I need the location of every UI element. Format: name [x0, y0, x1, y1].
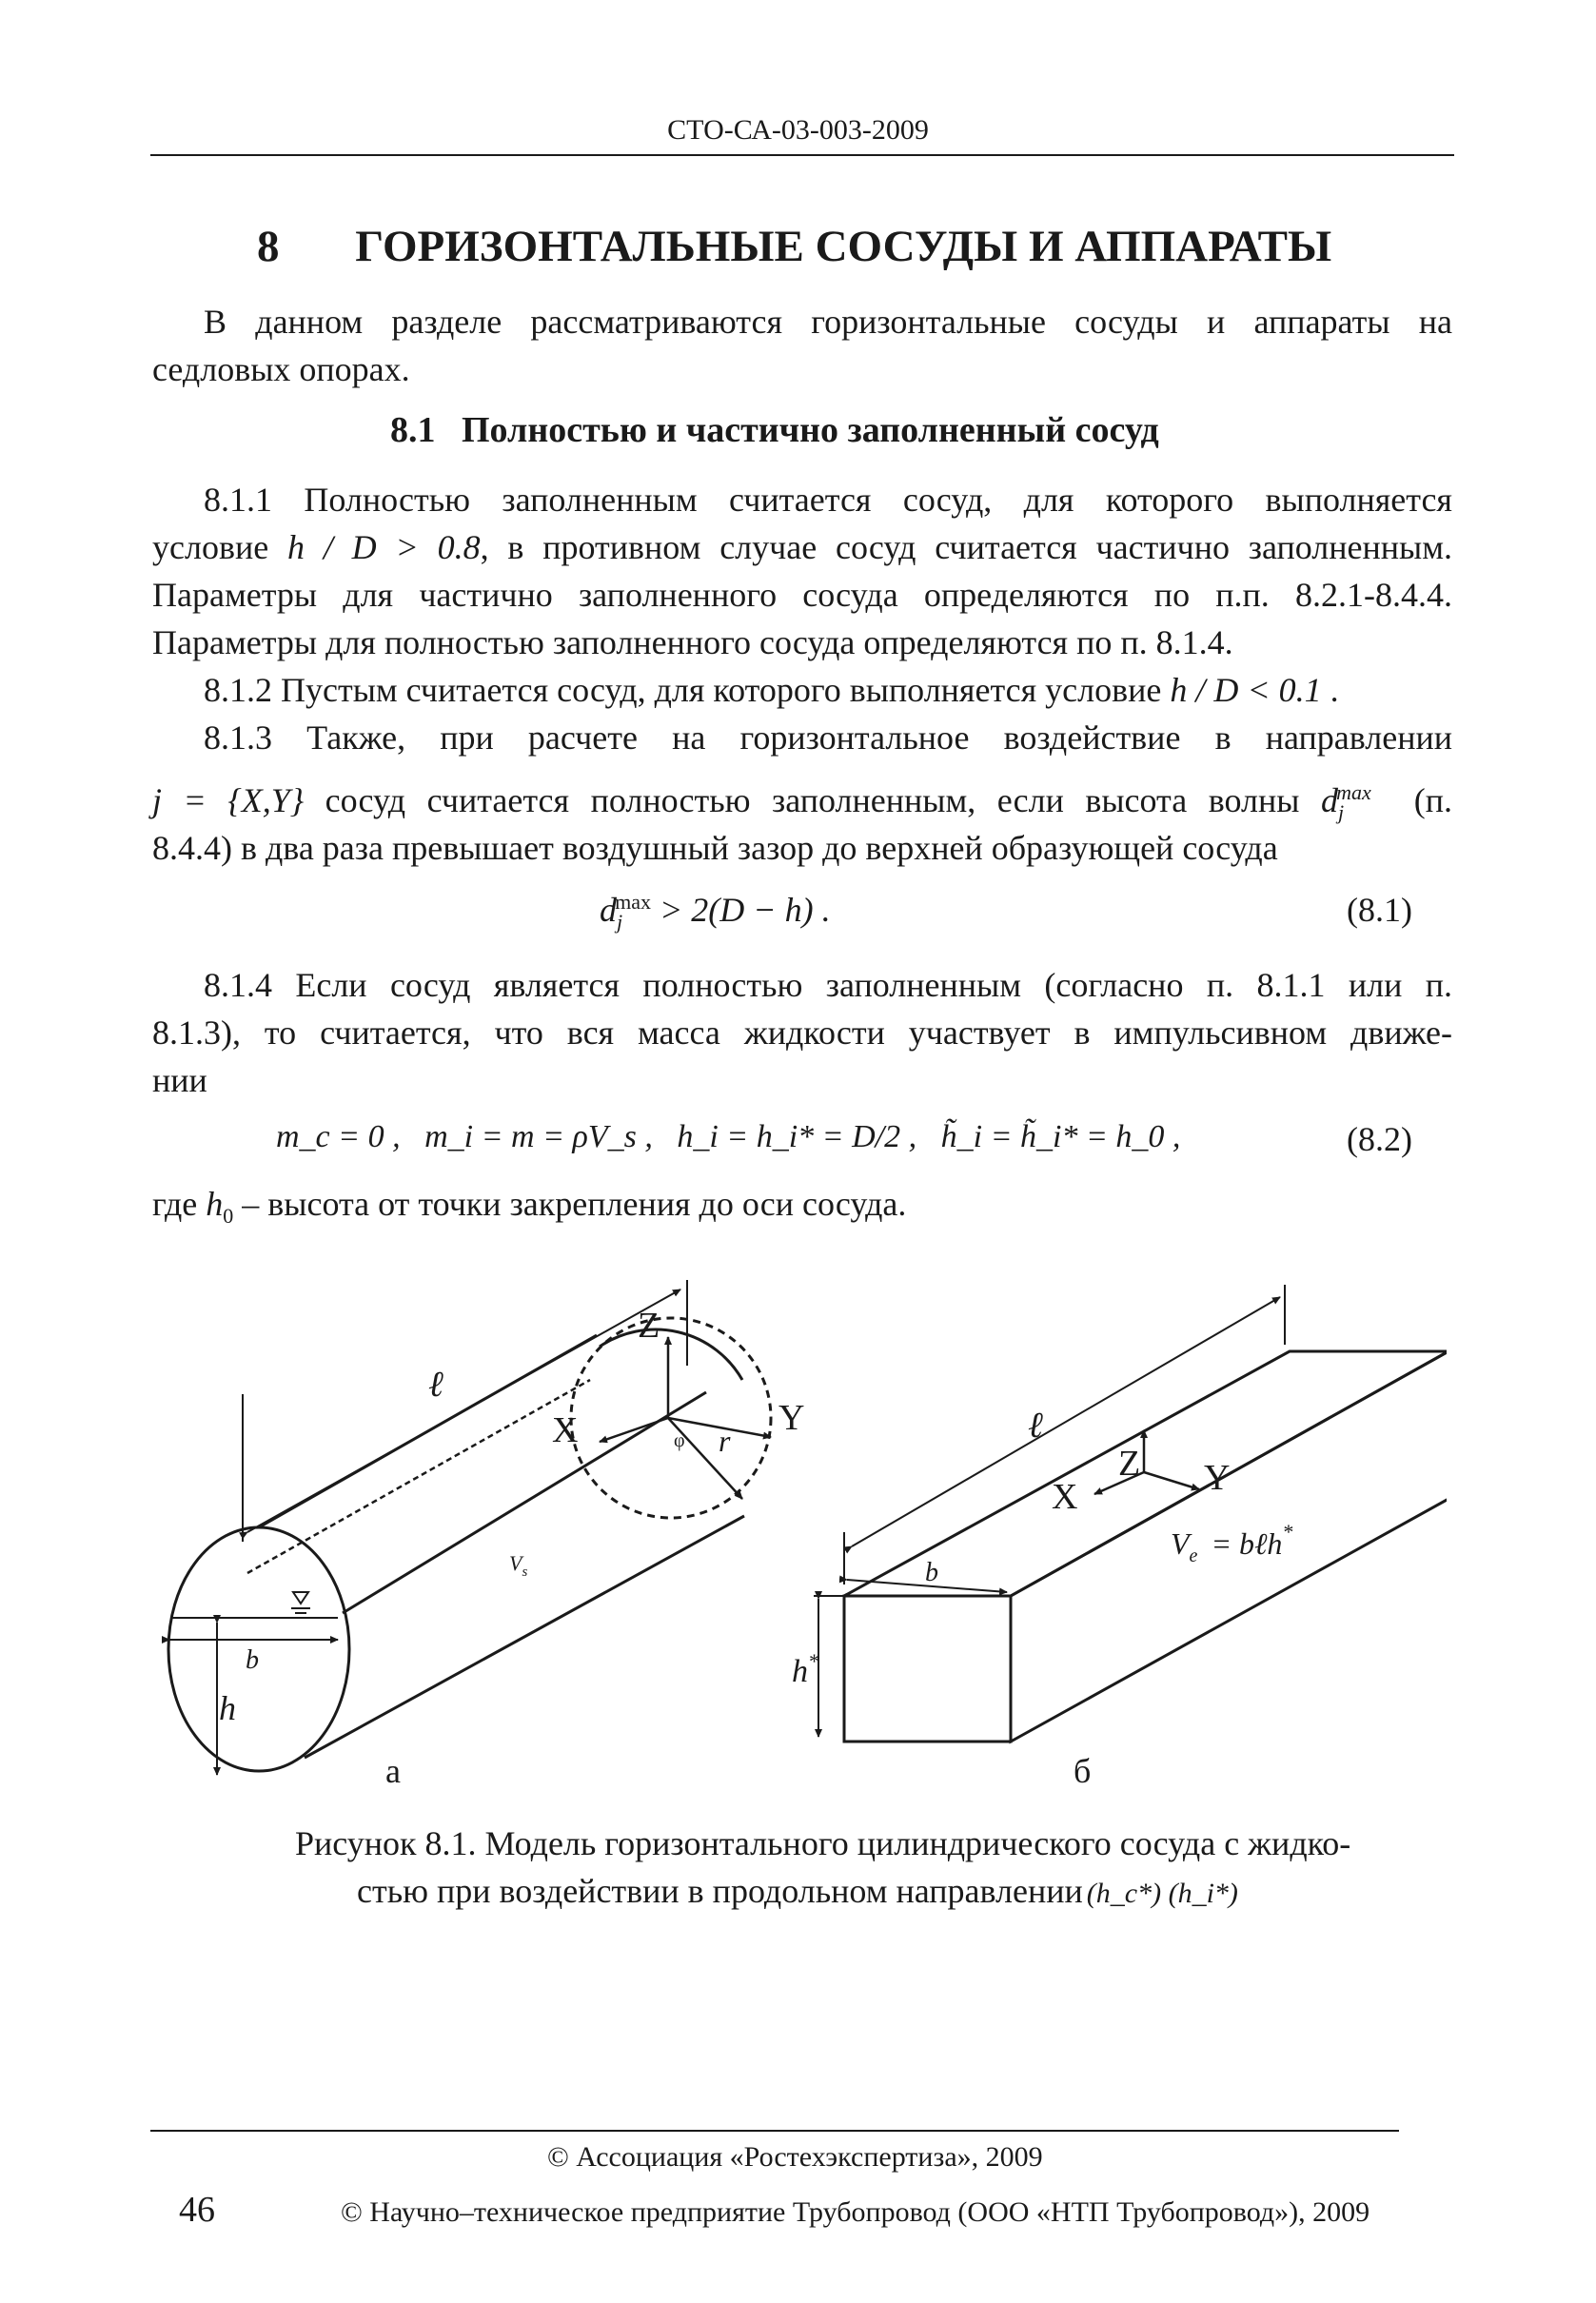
- label-b-x: X: [1052, 1477, 1078, 1517]
- para-811-line-2: [152, 523, 1452, 571]
- footer-rule: [150, 2130, 1399, 2132]
- para-811-line-3: Параметры для частично заполненного сосуда определяются по п.п. 8.2.1-8.4.4.: [152, 576, 1452, 614]
- caption-math: (h_c*) (h_i*): [1086, 1878, 1238, 1909]
- subsection-heading: [390, 409, 1159, 451]
- figure-caption-line-2: [357, 1867, 1238, 1918]
- section-number: 8: [257, 222, 280, 271]
- formula-d-max: $d_j^{max}$: [1320, 780, 1371, 825]
- figure-caption-line-1: Рисунок 8.1. Модель горизонтального цилиндрического сосуда с жидко-: [295, 1824, 1351, 1862]
- para-813-text-a: сосуд считается полностью заполненным, если высота волны: [304, 781, 1321, 819]
- equation-8-2: m_c = 0 , m_i = m = ρV_s , h_i = h_i* = D/2 , h̃_i = h̃_i* = h_0 ,: [276, 1119, 1181, 1154]
- label-b-ve-star: *: [1282, 1520, 1293, 1544]
- subsection-title: Полностью и частично заполненный сосуд: [462, 410, 1159, 450]
- label-a-x: X: [552, 1410, 579, 1450]
- label-b-ve-sub: e: [1189, 1545, 1198, 1566]
- formula-d-sup: max: [1336, 780, 1371, 804]
- para-812-text-b: .: [1321, 671, 1339, 709]
- equation-8-1-number: (8.1): [1347, 891, 1412, 929]
- para-811-line-1: 8.1.1 Полностью заполненным считается сосуд, для которого выполняется: [204, 481, 1452, 519]
- label-a-r: r: [719, 1424, 731, 1458]
- label-b-ve: [1171, 1520, 1292, 1566]
- equation-8-2-number: (8.2): [1347, 1120, 1412, 1158]
- formula-j-xy: j = {X,Y}: [152, 781, 305, 819]
- para-813-line-3: 8.4.4) в два раза превышает воздушный зазор до верхней образующей сосуда: [152, 829, 1278, 867]
- label-b-ve-main: V: [1171, 1526, 1190, 1561]
- para-814-line-1: 8.1.4 Если сосуд является полностью заполненным (согласно п. 8.1.1 или п.: [204, 966, 1452, 1004]
- figure-a-cylinder: [168, 1280, 771, 1775]
- para-811-line-4: Параметры для полностью заполненного сосуда определяются по п. 8.1.4.: [152, 623, 1233, 661]
- liquid-surface-line: [247, 1380, 590, 1573]
- para-814-line-3: нии: [152, 1061, 207, 1099]
- label-a-vs-main: V: [509, 1551, 522, 1575]
- figure-b-box: [814, 1285, 1447, 1742]
- para-813-text-b: (п.: [1413, 781, 1453, 819]
- caption-text: стью при воздействии в продольном направлении: [357, 1872, 1083, 1910]
- box-axis-y: [1144, 1472, 1199, 1489]
- intro-line-2: седловых опорах.: [152, 350, 410, 388]
- para-812: [152, 666, 1452, 714]
- para-814-line-2: 8.1.3), то считается, что вся масса жидкости участвует в импульсивном движе-: [152, 1014, 1452, 1052]
- water-level-icon: [293, 1592, 308, 1604]
- label-b-ve-eq: = bℓh: [1211, 1526, 1283, 1561]
- figure-b-labels: [792, 1406, 1292, 1689]
- formula-h-over-d-full: h / D > 0.8: [287, 528, 481, 566]
- label-a-length: ℓ: [428, 1365, 443, 1405]
- label-b-h-main: h: [792, 1654, 808, 1689]
- figure-label-b: б: [1074, 1752, 1092, 1784]
- equation-8-1: [600, 890, 831, 935]
- para-811-text-b: , в противном случае сосуд считается частично заполненным.: [480, 528, 1453, 566]
- box-front-face: [844, 1596, 1011, 1742]
- para-813-line-1: 8.1.3 Также, при расчете на горизонтальное воздействие в направлении: [204, 718, 1452, 757]
- label-a-vs: [509, 1551, 527, 1580]
- label-a-phi: φ: [674, 1430, 685, 1451]
- dim-length-line: [247, 1289, 680, 1532]
- para-812-text-a: 8.1.2 Пустым считается сосуд, для которого выполняется условие: [204, 671, 1171, 709]
- label-b-z: Z: [1118, 1444, 1141, 1484]
- figure-8-1: [152, 1213, 1447, 1784]
- eq81-rhs: > 2(D − h) .: [660, 891, 831, 929]
- label-b-y: Y: [1204, 1458, 1231, 1498]
- section-title: ГОРИЗОНТАЛЬНЫЕ СОСУДЫ И АППАРАТЫ: [355, 222, 1332, 271]
- eq81-sub: j: [617, 910, 623, 935]
- cylinder-back-rim: [600, 1329, 742, 1380]
- intro-line-1: В данном разделе рассматриваются горизонтальные сосуды и аппараты на: [204, 303, 1452, 341]
- label-b-b: b: [925, 1558, 938, 1587]
- eq81-lhs: d: [600, 891, 617, 929]
- label-b-hstar: [792, 1649, 818, 1689]
- where-sub: 0: [223, 1204, 234, 1229]
- label-a-y: Y: [778, 1398, 805, 1438]
- axis-x-line: [600, 1418, 668, 1442]
- figure-a-labels: [219, 1306, 804, 1727]
- where-text: – высота от точки закрепления до оси сосуда.: [233, 1185, 907, 1223]
- eq81-sup: max: [615, 890, 652, 914]
- where-prefix: где: [152, 1185, 207, 1223]
- formula-d-sub: j: [1337, 800, 1345, 825]
- figure-label-a: а: [385, 1752, 401, 1784]
- section-heading: [257, 221, 1331, 272]
- para-811-text-a: условие: [152, 528, 288, 566]
- cylinder-front-face: [168, 1527, 349, 1771]
- cylinder-bottom-line: [305, 1516, 744, 1758]
- page-number: 46: [179, 2190, 215, 2230]
- where-symbol: h: [206, 1185, 224, 1223]
- label-b-h-star: *: [808, 1649, 818, 1673]
- header-rule: [150, 154, 1454, 156]
- label-a-b: b: [246, 1645, 259, 1675]
- formula-h-over-d-empty: h / D < 0.1: [1170, 671, 1322, 709]
- subsection-number: 8.1: [390, 410, 436, 450]
- label-a-vs-sub: s: [522, 1565, 528, 1580]
- footer-copyright-2: © Научно–техническое предприятие Трубопровод (ООО «НТП Трубопровод»), 2009: [341, 2196, 1370, 2228]
- cylinder-mid-line: [343, 1392, 706, 1613]
- footer-copyright-1: © Ассоциация «Ростехэкспертиза», 2009: [547, 2141, 1043, 2173]
- header-doc-code: СТО-СА-03-003-2009: [667, 114, 929, 146]
- label-b-length: ℓ: [1028, 1406, 1043, 1446]
- label-a-z: Z: [638, 1306, 660, 1346]
- label-a-h: h: [219, 1689, 236, 1727]
